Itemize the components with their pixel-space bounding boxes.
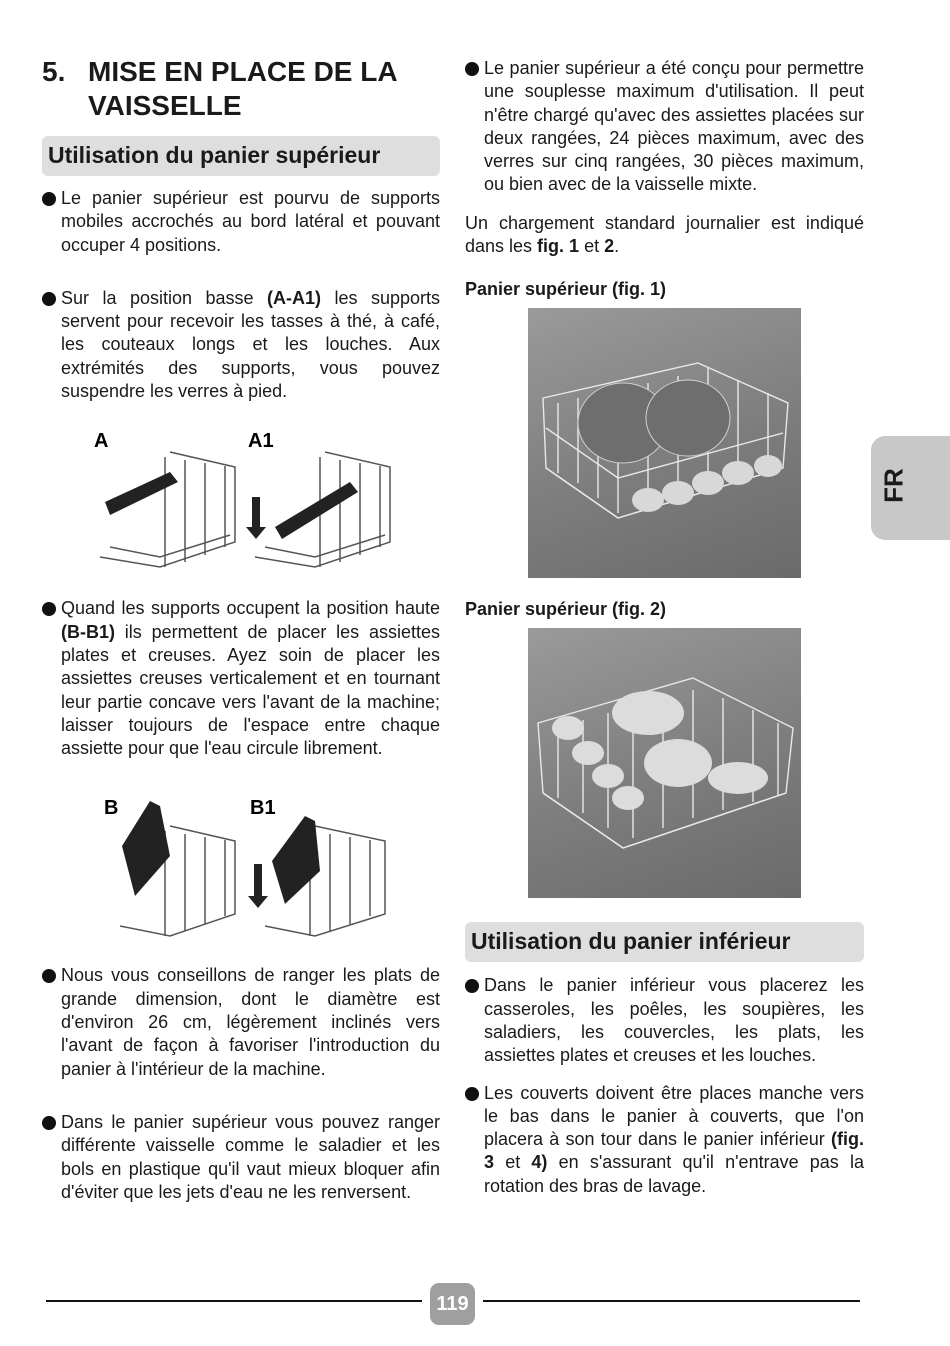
figure-a1-label: A1 — [248, 430, 274, 453]
figure-a-label: A — [94, 430, 109, 453]
right-column — [465, 57, 864, 1198]
lower-basket-heading: Utilisation du panier inférieur — [465, 922, 864, 962]
figure-b-b1 — [100, 786, 420, 946]
section-title-line2: VAISSELLE — [88, 90, 242, 121]
fig1-photo — [528, 308, 801, 578]
lower-basket-paragraph-2: Les couverts doivent être places manche vers le bas dans le panier à couverts, que l'on placera à son tour dans le panier inférieur (fig. 3 et 4) en s'assurant qu'il n'entrave pas la rotation des bras de lavage. — [465, 1082, 864, 1198]
footer-rule-right — [483, 1300, 860, 1302]
figure-b-label: B — [104, 797, 119, 820]
right-paragraph-2: Un chargement standard journalier est indiqué dans les fig. 1 et 2. — [465, 212, 864, 257]
upper-basket-heading: Utilisation du panier supérieur — [42, 136, 440, 176]
upper-basket-paragraph-4: Nous vous conseillons de ranger les plats de grande dimension, dont le diamètre est d'environ 26 cm, légèrement inclinés vers l'avant de façon à favoriser l'introduction du panier à l'intérieur de la machine. — [42, 964, 440, 1080]
upper-basket-paragraph-5: Dans le panier supérieur vous pouvez ranger différente vaisselle comme le saladier et les bols en plastique qu'il vaut mieux bloquer afin d'éviter que les jets d'eau ne les renversent. — [42, 1111, 440, 1204]
left-column — [42, 55, 440, 1204]
figure-b1-label: B1 — [250, 797, 276, 820]
section-number: 5. — [42, 56, 66, 87]
fig2-photo — [528, 628, 801, 898]
page-number: 119 — [430, 1283, 475, 1325]
upper-basket-paragraph-1: Le panier supérieur est pourvu de supports mobiles accrochés au bord latéral et pouvant occuper 4 positions. — [42, 187, 440, 257]
fig1-basket-illustration — [528, 308, 801, 578]
upper-basket-paragraph-2: Sur la position basse (A-A1) les supports servent pour recevoir les tasses à thé, à café, les couteaux longs et les louches. Aux extrémités des supports, vous pouvez suspendre les verres à pied. — [42, 287, 440, 403]
language-tab-label: FR — [878, 468, 909, 503]
lower-basket-paragraph-1: Dans le panier inférieur vous placerez les casseroles, les poêles, les soupières, les saladiers, les couvercles, les plats, les assiettes plates et creuses et les louches. — [465, 974, 864, 1067]
figure-a-a1 — [90, 427, 410, 577]
section-title-line1: MISE EN PLACE DE LA — [88, 56, 398, 87]
section-title — [42, 55, 440, 123]
upper-basket-paragraph-3: Quand les supports occupent la position haute (B-B1) ils permettent de placer les assiettes plates et creuses. Ayez soin de placer les assiettes creuses verticalement et en tournant leur partie concave vers l'avant de la machine; laisser toujours de l'espace entre chaque assiette pour que l'eau circule librement. — [42, 597, 440, 760]
fig2-basket-illustration — [528, 628, 801, 898]
footer-rule-left — [46, 1300, 422, 1302]
fig1-title: Panier supérieur (fig. 1) — [465, 279, 667, 300]
right-paragraph-1: Le panier supérieur a été conçu pour permettre une souplesse maximum d'utilisation. Il peut n'être chargé qu'avec des assiettes placées sur deux rangées, 24 pièces maximum, avec des verres sur cinq rangées, 30 pièces maximum, ou bien avec de la vaisselle mixte. — [465, 57, 864, 197]
fig2-title: Panier supérieur (fig. 2) — [465, 599, 667, 620]
